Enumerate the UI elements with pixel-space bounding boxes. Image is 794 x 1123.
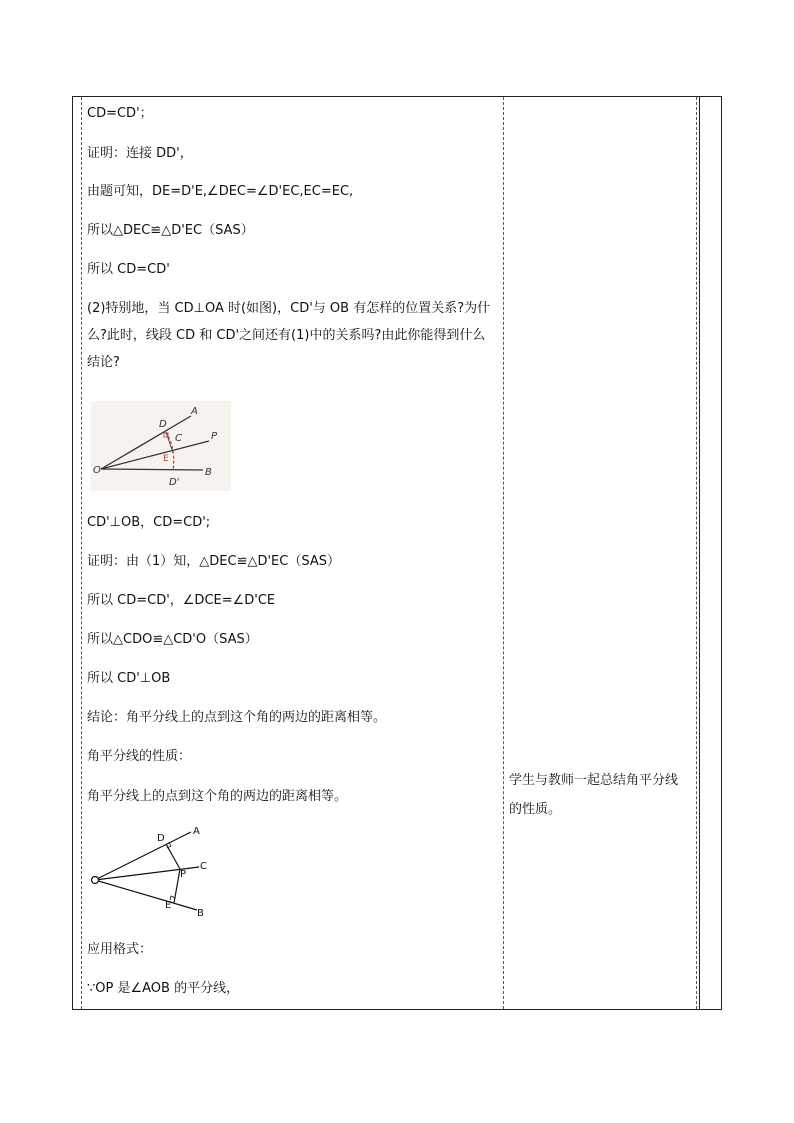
application-heading: 应用格式： <box>87 942 153 957</box>
label-a: A <box>193 826 200 837</box>
label-c: C <box>200 861 207 872</box>
vertex-o <box>92 877 99 884</box>
column-divider-left <box>81 97 82 1009</box>
property-statement: 角平分线上的点到这个角的两边的距离相等。 <box>87 789 348 804</box>
text-line: 所以△DEC≌△D'EC（SAS） <box>87 223 254 238</box>
label-c: C <box>175 433 182 444</box>
figure-angle-bisector-2 <box>87 824 217 920</box>
column-divider-right-dashed <box>696 97 697 1009</box>
conclusion-line: 结论：角平分线上的点到这个角的两边的距离相等。 <box>87 710 387 725</box>
text-line: 所以 CD=CD'，∠DCE=∠D'CE <box>87 593 276 608</box>
text-line: CD'⊥OB，CD=CD'; <box>87 515 211 530</box>
label-d: D <box>157 833 165 844</box>
column-divider-middle <box>503 97 504 1009</box>
label-p: P <box>180 869 187 880</box>
label-o: O <box>93 465 101 476</box>
text-line: 所以 CD=CD' <box>87 262 170 277</box>
teacher-note: 学生与教师一起总结角平分线的性质。 <box>509 773 679 817</box>
label-d: D <box>159 419 167 430</box>
text-line: 由题可知，DE=D'E,∠DEC=∠D'EC,EC=EC, <box>87 184 354 199</box>
text-line: 证明：由（1）知，△DEC≌△D'EC（SAS） <box>87 554 340 569</box>
ray-ob <box>95 880 197 910</box>
label-b: B <box>197 908 204 919</box>
column-divider-right <box>699 97 700 1009</box>
label-b: B <box>205 467 212 478</box>
figure-angle-bisector-1 <box>91 401 231 491</box>
application-line: ∵OP 是∠AOB 的平分线， <box>87 981 240 996</box>
label-e: E <box>165 900 172 911</box>
text-line: CD=CD'； <box>87 106 153 121</box>
property-heading: 角平分线的性质： <box>87 749 192 764</box>
text-line: 证明：连接 DD'， <box>87 146 193 161</box>
label-p: P <box>211 431 218 442</box>
text-line: 所以△CDO≌△CD'O（SAS） <box>87 632 258 647</box>
ray-oa <box>95 832 191 880</box>
label-e: E <box>163 454 169 464</box>
question-paragraph: (2)特别地，当 CD⊥OA 时(如图)，CD'与 OB 有怎样的位置关系?为什么?此时，线段 CD 和 CD'之间还有(1)中的关系吗?由此你能得到什么结论? <box>87 301 491 370</box>
label-d-prime: D' <box>169 477 180 488</box>
text-line: 所以 CD'⊥OB <box>87 671 171 686</box>
label-a: A <box>191 406 198 417</box>
